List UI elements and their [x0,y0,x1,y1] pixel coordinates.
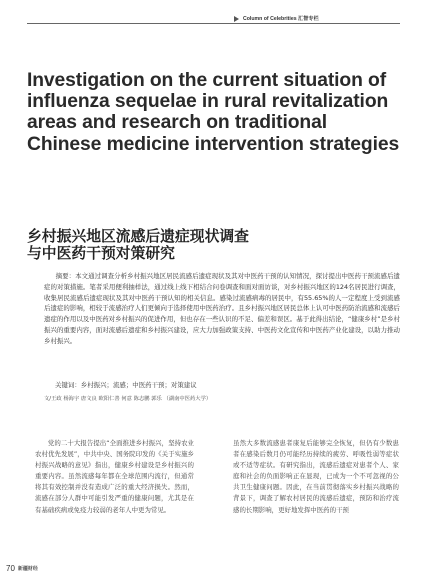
body-paragraph-left: 党的二十大报告提出“全面推进乡村振兴，坚持农业农村优先发展”，中共中央、国务院印发的《关于实施乡村振兴战略的意见》指出，健康乡村建设是乡村振兴的重要内容。虽然流感每年都在全球范围内流行，但通常将其有效控制并没有造成广泛的重大经济损失。然而，流感在部分人群中可能引发严重的健康问题，尤其是在有基础疾病或免疫力较弱的老年人中更为常见。 [35,439,194,514]
page-footer [6,564,38,573]
column-label: Column of Celebrities 汇智专栏 [243,16,319,22]
title-cn-line-1: 乡村振兴地区流感后遗症现状调查 [27,228,249,245]
title-cn-line-2: 与中医药干预对策研究 [27,244,175,262]
header-divider [27,23,400,24]
author-line: 文/王政 杨海宇 唐文良 欧阳仁善 何意 陈志鹏 郭乐 （湖南中医药大学） [44,396,212,402]
keywords: 关键词：乡村振兴；流感；中医药干预；对策建议 [55,381,197,389]
abstract [44,271,400,346]
body-column-left [35,438,194,516]
article-title-english: Investigation on the current situation of influenza sequelae in rural revitalization areas and research on traditional Chinese medicine intervention strategies [27,70,400,155]
column-header [234,15,319,22]
article-title-chinese [27,229,402,262]
triangle-marker-icon [234,16,239,22]
body-column-right [233,438,399,516]
body-paragraph-right: 虽然大多数流感患者康复后能够完全恢复，但仍有少数患者在感染后数月仍可能经历持续的疲劳、呼吸性弱等症状或不适等症状。有研究指出，流感后遗症对患者个人、家庭和社会的负面影响正在显现，已成为一个不可忽视的公共卫生健康问题。因此，在当前贯彻落实乡村振兴战略的背景下，调查了解农村居民的流感后遗症，预防和治疗流感的长期影响，更好地发挥中医药的干预 [233,439,399,514]
magazine-name: 新疆财经 [17,566,38,572]
abstract-text: 摘要：本文通过调查分析乡村振兴地区居民流感后遗症现状及其对中医药干预的认知情况，探讨提出中医药干预流感后遗症的对策措施。笔者采用便利抽样法，通过线上线下相结合问卷调查和面对面访谈，对乡村振兴地区的124名居民进行调查，收集居民流感后遗症现状及其对中医药干预认知的相关信息。感染过流感病毒的居民中，有55.65%的人一定程度上受到流感后遗症的影响，相较于流感治疗人们更倾向于选择使用中医药治疗。且乡村振兴地区居民总体上认可中医药防治流感和流感后遗症的作用以及中医药对乡村振兴的促进作用，但也存在一些认识的不足、偏差和误区。基于此得出结论，“健康乡村”是乡村振兴的重要内容，面对流感后遗症和乡村振兴建设，应大力加强政策支持、中医药文化宣传和中医药产业化建设，以助力推动乡村振兴。 [44,272,400,345]
page-number: 70 [6,564,15,573]
